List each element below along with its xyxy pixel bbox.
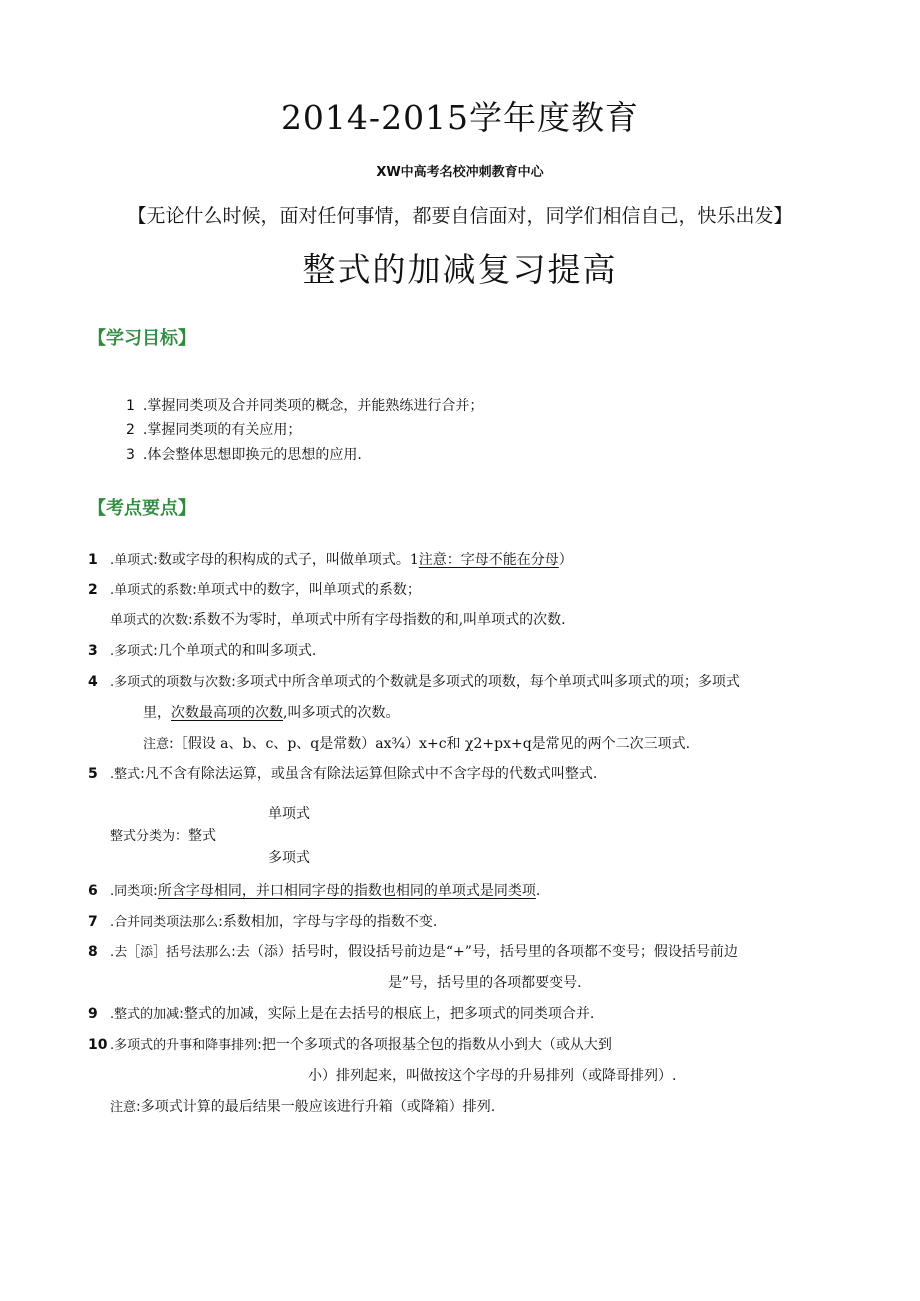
keypoint-term: 注意 (110, 1100, 137, 1115)
keypoint-8-continued: 是”号，括号里的各项都要变号. (388, 975, 582, 991)
objective-number: 1 (126, 398, 135, 414)
classification-monomial: 单项式 (268, 806, 310, 822)
keypoint-5 (88, 763, 597, 783)
keypoint-text: 多项式计算的最后结果一般应该进行升箱（或降箱）排列. (140, 1099, 496, 1115)
keypoint-note-underlined: 注意：字母不能在分母 (418, 552, 559, 568)
keypoint-number: 9 (88, 1006, 98, 1022)
objective-text: .体会整体思想即换元的思想的应用. (142, 447, 362, 463)
keypoint-number: 3 (88, 643, 98, 659)
keypoint-text: 几个单项式的和叫多项式. (157, 643, 317, 659)
keypoint-2-degree (110, 609, 566, 629)
keypoint-10 (88, 1034, 612, 1054)
keypoint-term: .整式的加减 (110, 1007, 180, 1022)
separator: : (153, 883, 158, 899)
separator: : (179, 1006, 184, 1022)
keypoint-text: 把一个多项式的各项报基仝包的指数从小到大（或从大到 (261, 1037, 612, 1053)
keypoint-3 (88, 640, 316, 660)
separator: : (257, 1037, 262, 1053)
objective-text: .掌握同类项的有关应用； (142, 422, 302, 438)
motto: 【无论什么时候，面对任何事情，都要自信面对，同学们相信自己，快乐出发】 (127, 205, 793, 227)
separator: : (140, 766, 145, 782)
keypoint-6 (88, 880, 540, 900)
keypoint-number: 8 (88, 944, 98, 960)
classification-value: 整式 (188, 828, 217, 844)
keypoint-term: .多项式的升事和降事排列 (110, 1038, 258, 1053)
keypoint-text: ［假设 a、b、c、p、q是常数）ax¾）x+c和 χ2+px+q是常见的两个二次三项式. (173, 736, 691, 752)
objective-number: 3 (126, 447, 135, 463)
separator: : (136, 1099, 141, 1115)
keypoint-text: 数或字母的积构成的式子，叫做单项式。1 (157, 552, 419, 568)
keypoint-number: 7 (88, 914, 98, 930)
separator: : (169, 736, 174, 752)
keypoint-2 (88, 579, 421, 599)
keypoint-term: .整式 (110, 767, 141, 782)
subheader: XW中高考名校冲刺教育中心 (376, 165, 544, 180)
main-title: 整式的加减复习提高 (302, 250, 618, 289)
keypoint-underlined: 所含字母相同，并口相同字母的指数也相同的单项式是同类项 (157, 883, 536, 899)
keypoint-term: 注意 (143, 737, 170, 752)
keypoint-1 (88, 549, 573, 569)
separator: : (153, 552, 158, 568)
objective-item (126, 444, 362, 464)
classification-line (110, 825, 216, 845)
separator: : (231, 944, 236, 960)
keypoint-term: .多项式 (110, 644, 154, 659)
keypoint-term: .单项式的系数 (110, 583, 193, 598)
keypoint-text: 去（添）括号时，假设括号前边是“+”号，括号里的各项都不变号；假设括号前边 (235, 944, 738, 960)
keypoint-term: .单项式 (110, 553, 154, 568)
objective-item (126, 395, 483, 415)
keypoint-underlined: 次数最高项的次数 (171, 705, 283, 721)
separator: : (188, 612, 193, 628)
separator: : (192, 582, 197, 598)
keypoint-tail: . (535, 883, 541, 899)
keypoint-4-continued (143, 702, 399, 722)
keypoint-number: 1 (88, 552, 98, 568)
keypoint-text: 里， (143, 705, 171, 721)
keypoint-number: 6 (88, 883, 98, 899)
keypoint-term: 单项式的次数 (110, 613, 189, 628)
keypoint-text: 整式的加减，实际上是在去括号的根底上，把多项式的同类项合并. (183, 1006, 595, 1022)
keypoint-number: 2 (88, 582, 98, 598)
objectives-heading: 【学习目标】 (88, 328, 196, 349)
keypoint-number: 5 (88, 766, 98, 782)
objective-number: 2 (126, 422, 135, 438)
final-note (110, 1096, 495, 1116)
keypoints-heading: 【考点要点】 (88, 498, 196, 519)
separator: : (218, 914, 223, 930)
objective-item (126, 419, 301, 439)
objective-text: .掌握同类项及合并同类项的概念，并能熟练进行合并； (142, 398, 484, 414)
keypoint-text: 系数不为零时，单项式中所有字母指数的和,叫单项式的次数. (192, 612, 566, 628)
classification-polynomial: 多项式 (268, 850, 310, 866)
year-title: 2014-2015学年度教育 (280, 98, 640, 137)
classification-label: 整式分类为： (110, 829, 189, 844)
keypoint-4-note (143, 733, 690, 753)
keypoint-text: 多项式中所含单项式的个数就是多项式的项数，每个单项式叫多项式的项；多项式 (235, 674, 740, 690)
keypoint-term: .同类项 (110, 884, 154, 899)
keypoint-8 (88, 941, 738, 961)
keypoint-text: 单项式中的数字，叫单项式的系数； (196, 582, 421, 598)
keypoint-10-continued: 小）排列起来，叫做按这个字母的升易排列（或降哥排列）. (308, 1068, 677, 1084)
separator: : (231, 674, 236, 690)
keypoint-text: ,叫多项式的次数。 (283, 705, 400, 721)
keypoint-term: .合并同类项法那么 (110, 915, 219, 930)
keypoint-text: 凡不含有除法运算，或虽含有除法运算但除式中不含字母的代数式叫整式. (144, 766, 598, 782)
keypoint-7 (88, 911, 437, 931)
separator: : (153, 643, 158, 659)
keypoint-text: 系数相加，字母与字母的指数不变. (222, 914, 438, 930)
keypoint-tail: ） (558, 552, 573, 568)
keypoint-term: .去［添］括号法那么 (110, 945, 232, 960)
keypoint-number: 4 (88, 674, 98, 690)
keypoint-number: 10 (88, 1037, 108, 1053)
keypoint-4 (88, 671, 740, 691)
keypoint-9 (88, 1003, 594, 1023)
keypoint-term: .多项式的项数与次数 (110, 675, 232, 690)
